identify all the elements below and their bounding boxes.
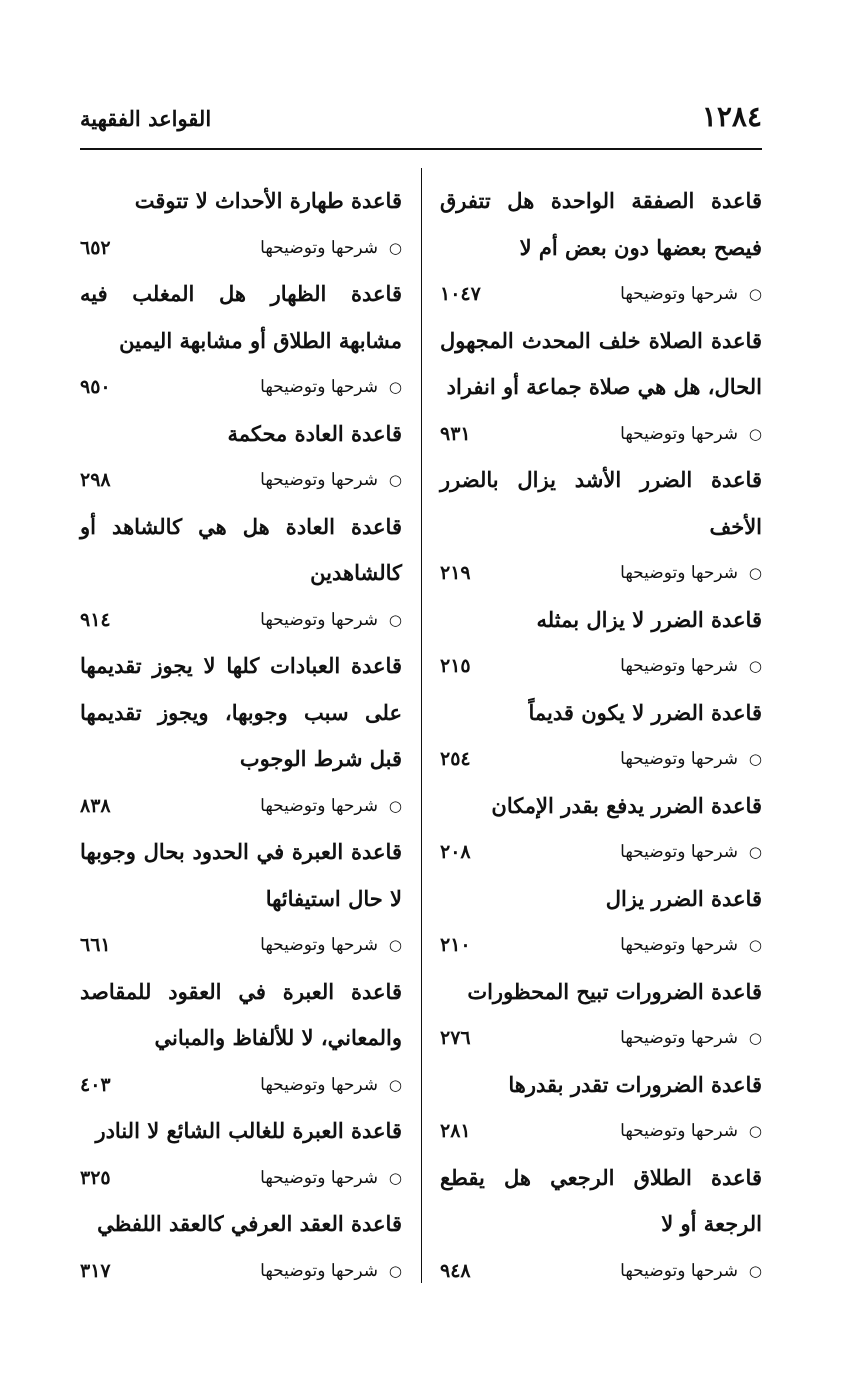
entry-title: قاعدة العادة هل هي كالشاهد أو كالشاهدين — [80, 513, 402, 585]
reference-label: شرحها وتوضيحها — [620, 935, 738, 955]
reference-label: شرحها وتوضيحها — [620, 284, 738, 304]
reference-label: شرحها وتوضيحها — [620, 1260, 738, 1281]
reference-page-number: ٢١٥ — [440, 655, 471, 677]
circle-bullet-icon: ○ — [748, 1029, 762, 1047]
reference-page-number: ٩٥٠ — [80, 376, 111, 398]
entry-reference — [440, 643, 762, 690]
entry-title: قاعدة العبرة في الحدود بحال وجوبها لا حال استيفائها — [80, 839, 402, 911]
entry-reference — [80, 783, 402, 830]
column-divider — [421, 168, 422, 1283]
index-entry — [80, 271, 402, 411]
entry-reference — [440, 736, 762, 783]
circle-bullet-icon: ○ — [748, 843, 762, 861]
page-number: ١٢٨٤ — [701, 100, 762, 133]
reference-page-number: ٦٥٢ — [80, 236, 111, 259]
reference-page-number: ١٠٤٧ — [440, 283, 481, 305]
circle-bullet-icon: ○ — [748, 424, 762, 443]
index-column-right — [440, 178, 762, 1294]
reference-label: شرحها وتوضيحها — [260, 1167, 378, 1188]
reference-label: شرحها وتوضيحها — [620, 1121, 738, 1141]
circle-bullet-icon: ○ — [748, 750, 762, 768]
entry-title: قاعدة الضرر يدفع بقدر الإمكان — [491, 792, 762, 818]
circle-bullet-icon: ○ — [388, 1261, 402, 1280]
index-entry — [440, 178, 762, 318]
reference-label: شرحها وتوضيحها — [260, 609, 378, 630]
entry-reference — [80, 364, 402, 411]
header-rule — [80, 148, 762, 150]
index-entry — [80, 969, 402, 1109]
index-entry — [80, 643, 402, 829]
reference-label: شرحها وتوضيحها — [260, 237, 378, 258]
entry-title: قاعدة الضرورات تبيح المحظورات — [467, 978, 762, 1004]
entry-reference — [80, 1062, 402, 1109]
entry-reference — [80, 1155, 402, 1202]
page-header — [80, 96, 762, 146]
circle-bullet-icon: ○ — [388, 1168, 402, 1187]
entry-reference — [440, 1108, 762, 1155]
reference-label: شرحها وتوضيحها — [620, 423, 738, 444]
entry-title: قاعدة الظهار هل المغلب فيه مشابهة الطلاق أو مشابهة اليمين — [80, 281, 402, 353]
index-entry — [80, 1108, 402, 1201]
reference-page-number: ٩١٤ — [80, 608, 111, 631]
entry-reference — [440, 411, 762, 458]
reference-page-number: ٣٢٥ — [80, 1166, 111, 1189]
circle-bullet-icon: ○ — [388, 238, 402, 257]
reference-page-number: ٨٣٨ — [80, 794, 111, 817]
entry-reference — [440, 922, 762, 969]
circle-bullet-icon: ○ — [388, 936, 402, 954]
entry-reference — [440, 271, 762, 318]
index-entry — [440, 969, 762, 1062]
reference-label: شرحها وتوضيحها — [260, 935, 378, 955]
reference-page-number: ٢٥٤ — [440, 748, 471, 770]
entry-title: قاعدة العادة محكمة — [227, 420, 402, 446]
reference-page-number: ٢٠٨ — [440, 841, 471, 863]
index-entry — [80, 411, 402, 504]
reference-page-number: ٢٩٨ — [80, 469, 111, 491]
entry-title: قاعدة العقد العرفي كالعقد اللفظي — [97, 1211, 402, 1236]
circle-bullet-icon: ○ — [388, 796, 402, 815]
reference-page-number: ٩٣١ — [440, 422, 471, 445]
index-entry — [80, 1201, 402, 1294]
index-entry — [440, 876, 762, 969]
circle-bullet-icon: ○ — [388, 378, 402, 396]
index-entry — [440, 783, 762, 876]
circle-bullet-icon: ○ — [748, 936, 762, 954]
index-entry — [440, 457, 762, 597]
entry-title: قاعدة العبرة للغالب الشائع لا النادر — [95, 1118, 402, 1143]
reference-page-number: ٢١٩ — [440, 562, 471, 584]
circle-bullet-icon: ○ — [748, 1122, 762, 1140]
entry-title: قاعدة الضرر يزال — [605, 885, 762, 911]
reference-label: شرحها وتوضيحها — [620, 749, 738, 769]
reference-label: شرحها وتوضيحها — [260, 1074, 378, 1095]
circle-bullet-icon: ○ — [388, 471, 402, 489]
entry-title: قاعدة العبرة في العقود للمقاصد والمعاني، لا للألفاظ والمباني — [80, 978, 402, 1050]
entry-reference — [80, 457, 402, 504]
circle-bullet-icon: ○ — [388, 610, 402, 629]
reference-page-number: ٦٦١ — [80, 934, 111, 956]
entry-reference — [80, 922, 402, 969]
running-title: القواعد الفقهية — [80, 106, 212, 131]
entry-title: قاعدة الضرورات تقدر بقدرها — [508, 1071, 762, 1097]
entry-reference — [80, 597, 402, 644]
reference-page-number: ٣١٧ — [80, 1259, 111, 1282]
circle-bullet-icon: ○ — [388, 1075, 402, 1094]
reference-label: شرحها وتوضيحها — [260, 795, 378, 816]
entry-title: قاعدة الضرر الأشد يزال بالضرر الأخف — [440, 467, 762, 539]
reference-label: شرحها وتوضيحها — [620, 842, 738, 862]
circle-bullet-icon: ○ — [748, 657, 762, 675]
reference-label: شرحها وتوضيحها — [620, 563, 738, 583]
reference-label: شرحها وتوضيحها — [260, 470, 378, 490]
reference-page-number: ٢٨١ — [440, 1120, 471, 1142]
circle-bullet-icon: ○ — [748, 564, 762, 582]
index-entry — [440, 318, 762, 458]
entry-title: قاعدة طهارة الأحداث لا تتوقت — [134, 188, 402, 213]
index-entry — [80, 829, 402, 969]
index-entry — [80, 504, 402, 644]
reference-page-number: ٤٠٣ — [80, 1073, 111, 1096]
entry-title: قاعدة الطلاق الرجعي هل يقطع الرجعة أو لا — [440, 1164, 762, 1236]
reference-page-number: ٢١٠ — [440, 934, 471, 956]
entry-reference — [80, 1248, 402, 1295]
entry-reference — [440, 829, 762, 876]
entry-reference — [440, 1015, 762, 1062]
entry-reference — [440, 550, 762, 597]
reference-label: شرحها وتوضيحها — [260, 1260, 378, 1281]
index-column-left — [80, 178, 402, 1294]
entry-title: قاعدة العبادات كلها لا يجوز تقديمها على سبب وجوبها، ويجوز تقديمها قبل شرط الوجوب — [80, 653, 402, 771]
reference-label: شرحها وتوضيحها — [620, 1028, 738, 1048]
index-entry — [440, 690, 762, 783]
entry-title: قاعدة الصلاة خلف المحدث المجهول الحال، هل هي صلاة جماعة أو انفراد — [440, 327, 762, 399]
entry-title: قاعدة الضرر لا يزال بمثله — [536, 606, 762, 632]
circle-bullet-icon: ○ — [748, 285, 762, 303]
reference-page-number: ٢٧٦ — [440, 1027, 471, 1049]
index-entry — [440, 1155, 762, 1295]
entry-title: قاعدة الضرر لا يكون قديماً — [528, 699, 762, 725]
reference-page-number: ٩٤٨ — [440, 1259, 471, 1282]
entry-title: قاعدة الصفقة الواحدة هل تتفرق فيصح بعضها دون بعض أم لا — [440, 188, 762, 260]
index-entry — [440, 1062, 762, 1155]
reference-label: شرحها وتوضيحها — [620, 656, 738, 676]
entry-reference — [80, 225, 402, 272]
index-entry — [440, 597, 762, 690]
reference-label: شرحها وتوضيحها — [260, 377, 378, 397]
circle-bullet-icon: ○ — [748, 1261, 762, 1280]
entry-reference — [440, 1248, 762, 1295]
index-entry — [80, 178, 402, 271]
